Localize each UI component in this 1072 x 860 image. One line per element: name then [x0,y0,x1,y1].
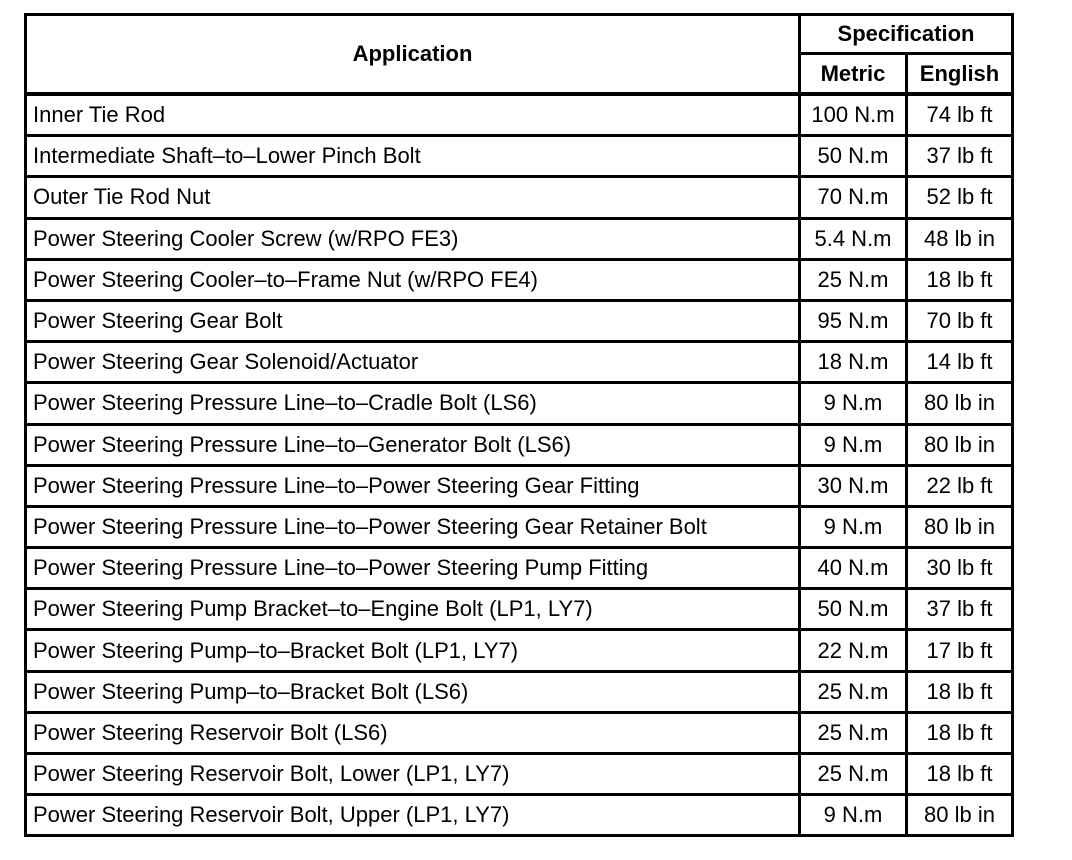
table-row [24,96,1014,137]
table-row [24,302,1014,343]
application-cell: Power Steering Gear Bolt [24,302,801,343]
application-cell: Power Steering Reservoir Bolt (LS6) [24,714,801,755]
application-cell: Power Steering Pump–to–Bracket Bolt (LS6) [24,673,801,714]
application-cell: Power Steering Cooler–to–Frame Nut (w/RPO FE4) [24,261,801,302]
english-cell: 37 lb ft [908,590,1014,631]
metric-cell: 95 N.m [801,302,908,343]
metric-cell: 30 N.m [801,467,908,508]
english-cell: 70 lb ft [908,302,1014,343]
table-body [24,96,1014,837]
english-cell: 48 lb in [908,220,1014,261]
application-cell: Power Steering Reservoir Bolt, Upper (LP1, LY7) [24,796,801,837]
english-cell: 18 lb ft [908,673,1014,714]
application-cell: Power Steering Pump–to–Bracket Bolt (LP1, LY7) [24,631,801,672]
english-cell: 80 lb in [908,796,1014,837]
english-cell: 30 lb ft [908,549,1014,590]
application-cell: Power Steering Pump Bracket–to–Engine Bolt (LP1, LY7) [24,590,801,631]
metric-cell: 40 N.m [801,549,908,590]
application-cell: Power Steering Gear Solenoid/Actuator [24,343,801,384]
application-cell: Power Steering Pressure Line–to–Generator Bolt (LS6) [24,426,801,467]
metric-cell: 9 N.m [801,384,908,425]
metric-cell: 100 N.m [801,96,908,137]
application-cell: Power Steering Pressure Line–to–Power Steering Pump Fitting [24,549,801,590]
table-row [24,673,1014,714]
table-row [24,755,1014,796]
table-row [24,343,1014,384]
specification-header: Specification [801,13,1014,55]
english-header: English [908,55,1014,96]
english-cell: 37 lb ft [908,137,1014,178]
metric-cell: 25 N.m [801,261,908,302]
english-cell: 80 lb in [908,508,1014,549]
metric-cell: 5.4 N.m [801,220,908,261]
application-cell: Power Steering Reservoir Bolt, Lower (LP1, LY7) [24,755,801,796]
metric-cell: 18 N.m [801,343,908,384]
application-cell: Power Steering Pressure Line–to–Power Steering Gear Retainer Bolt [24,508,801,549]
english-cell: 52 lb ft [908,178,1014,219]
table-row [24,631,1014,672]
table-row [24,467,1014,508]
table-row [24,178,1014,219]
metric-cell: 22 N.m [801,631,908,672]
table-row [24,426,1014,467]
metric-cell: 70 N.m [801,178,908,219]
table-row [24,261,1014,302]
application-cell: Power Steering Pressure Line–to–Power Steering Gear Fitting [24,467,801,508]
metric-cell: 25 N.m [801,673,908,714]
application-cell: Power Steering Pressure Line–to–Cradle Bolt (LS6) [24,384,801,425]
metric-cell: 9 N.m [801,426,908,467]
application-cell: Intermediate Shaft–to–Lower Pinch Bolt [24,137,801,178]
metric-cell: 25 N.m [801,714,908,755]
english-cell: 18 lb ft [908,714,1014,755]
metric-cell: 50 N.m [801,590,908,631]
english-cell: 80 lb in [908,384,1014,425]
metric-cell: 50 N.m [801,137,908,178]
table-row [24,508,1014,549]
application-cell: Outer Tie Rod Nut [24,178,801,219]
torque-spec-table [24,13,1014,837]
english-cell: 17 lb ft [908,631,1014,672]
table-row [24,384,1014,425]
application-header: Application [24,13,801,96]
table-row [24,590,1014,631]
table-row [24,549,1014,590]
metric-cell: 25 N.m [801,755,908,796]
table-header [24,13,1014,96]
english-cell: 14 lb ft [908,343,1014,384]
english-cell: 18 lb ft [908,261,1014,302]
metric-cell: 9 N.m [801,796,908,837]
table-row [24,220,1014,261]
header-row-top [24,13,1014,55]
table-row [24,796,1014,837]
english-cell: 74 lb ft [908,96,1014,137]
english-cell: 80 lb in [908,426,1014,467]
application-cell: Power Steering Cooler Screw (w/RPO FE3) [24,220,801,261]
application-cell: Inner Tie Rod [24,96,801,137]
english-cell: 22 lb ft [908,467,1014,508]
metric-cell: 9 N.m [801,508,908,549]
table-row [24,137,1014,178]
english-cell: 18 lb ft [908,755,1014,796]
table-row [24,714,1014,755]
metric-header: Metric [801,55,908,96]
